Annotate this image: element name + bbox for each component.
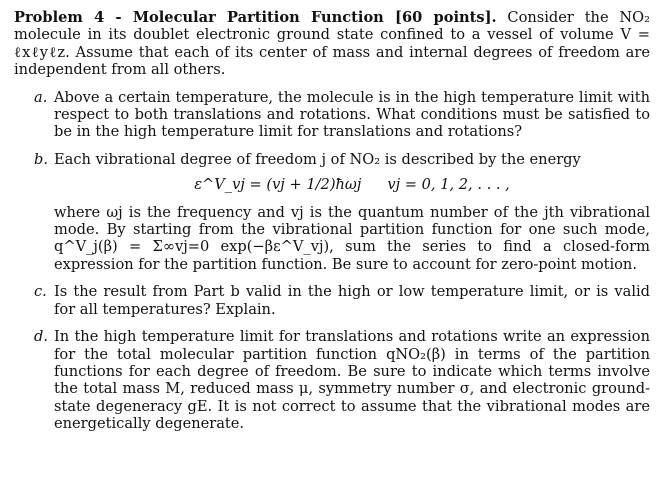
- part-b-text-2: where ωj is the frequency and vj is the quantum number of the jth vibrational mode. By starting from the vibrational partition function for one such mode, q^V_j(β) = Σ∞vj=0 exp(−βε^V_vj), sum the series to find a closed-form expression for the partition function. Be sure to account for zero-point motion.: [54, 203, 650, 273]
- part-d-label: d.: [34, 328, 48, 346]
- part-d-text: In the high temperature limit for translations and rotations write an expression for the total molecular partition function qNO₂(β) in terms of the partition functions for each degree of freedom. Be sure to indicate which terms involve the total mass M, reduced mass μ, symmetry number σ, and electronic ground-state degeneracy gE. It is not correct to assume that the vibrational modes are energetically degenerate.: [54, 328, 650, 433]
- energy-equation-left: ε^V_vj = (vj + 1/2)ħωj: [194, 176, 362, 194]
- part-a: [34, 88, 650, 141]
- part-c-label: c.: [34, 283, 47, 301]
- part-c-text: Is the result from Part b valid in the high or low temperature limit, or is valid for all temperatures? Explain.: [54, 283, 650, 318]
- part-c: [34, 283, 650, 318]
- part-b-text-1: Each vibrational degree of freedom j of NO₂ is described by the energy: [54, 150, 581, 168]
- part-a-label: a.: [34, 88, 48, 106]
- energy-equation-right: vj = 0, 1, 2, . . . ,: [387, 176, 510, 194]
- problem-intro: [14, 9, 650, 79]
- energy-equation: [54, 176, 650, 193]
- problem-page: [14, 9, 650, 433]
- part-d: [34, 328, 650, 433]
- problem-intro-text: Consider the NO₂ molecule in its doublet electronic ground state confined to a vessel of volume V = ℓxℓyℓz. Assume that each of its center of mass and internal degrees of freedom are independent from all others.: [14, 9, 650, 79]
- part-b-label: b.: [34, 150, 48, 168]
- part-b: [34, 150, 650, 273]
- problem-heading: Problem 4 - Molecular Partition Function [60 points].: [14, 9, 497, 26]
- part-a-text: Above a certain temperature, the molecule is in the high temperature limit with respect to both translations and rotations. What conditions must be satisfied to be in the high temperature limit for translations and rotations?: [54, 88, 650, 141]
